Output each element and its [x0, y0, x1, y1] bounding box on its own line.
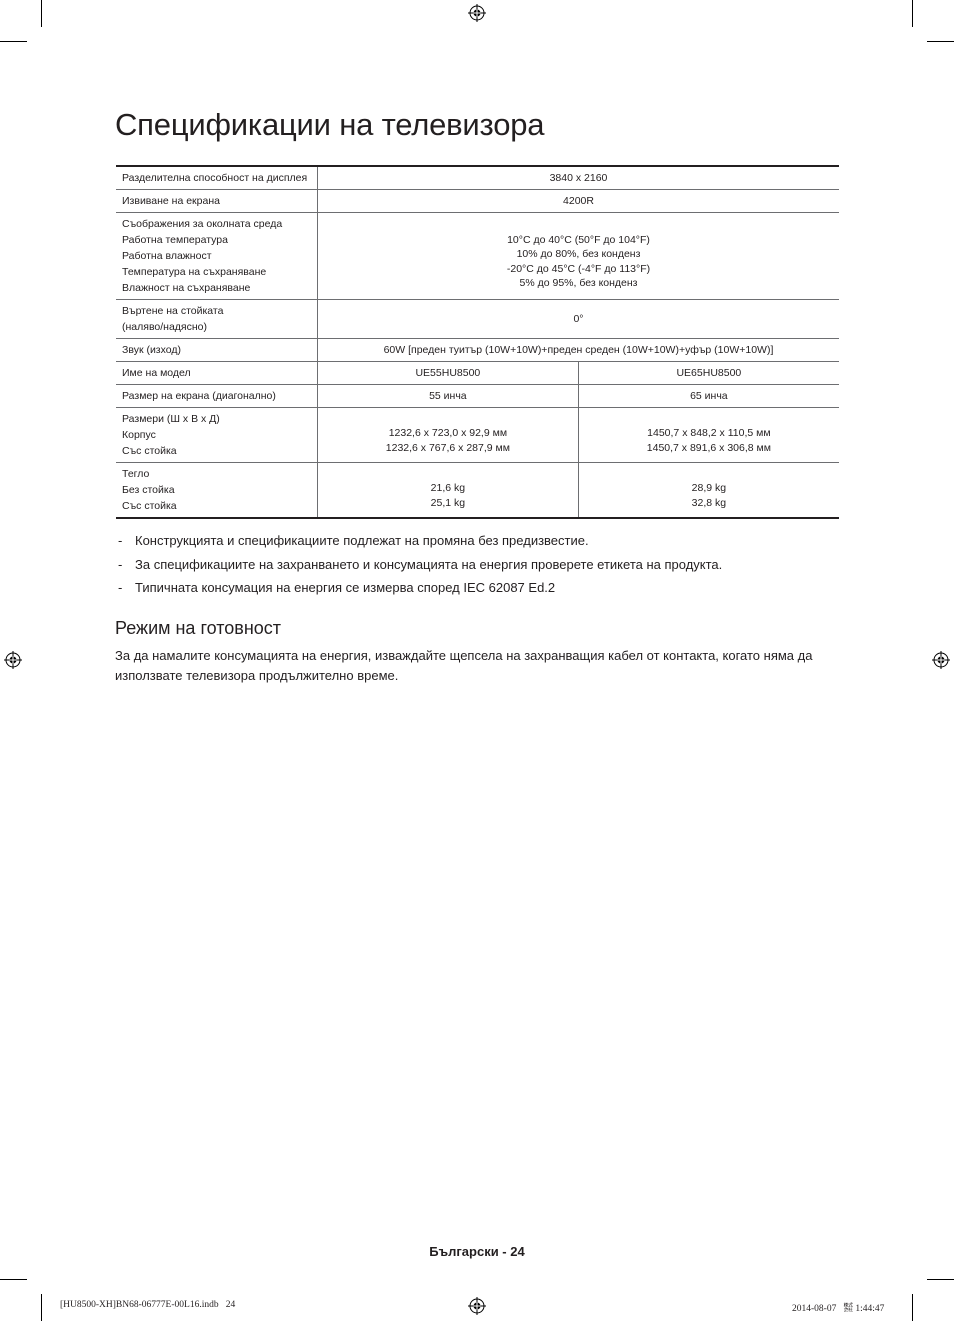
- note-text: За спецификациите на захранването и консумацията на енергия проверете етикета на продукта.: [135, 556, 723, 572]
- spec-label-line: Корпус: [122, 429, 156, 441]
- spec-label: [116, 385, 318, 408]
- note-text: Типичната консумация на енергия се измерва според IEC 62087 Ed.2: [135, 580, 556, 595]
- spec-value-line: -20°C до 45°C (-4°F до 113°F): [506, 262, 651, 275]
- spec-value: [318, 463, 579, 519]
- table-row: [116, 213, 839, 300]
- registration-mark-icon: [468, 4, 486, 22]
- spec-value-line: 1232,6 x 767,6 x 287,9 мм: [385, 441, 510, 454]
- spec-label-line: Без стойка: [122, 484, 175, 496]
- note-marker: -: [118, 556, 123, 572]
- crop-mark: [927, 1279, 954, 1280]
- spec-label-line: Размер на екрана (диагонално): [122, 390, 276, 402]
- spec-value-line: 1450,7 x 848,2 x 110,5 мм: [647, 427, 771, 439]
- note-item: [116, 554, 722, 578]
- table-row: [116, 190, 839, 213]
- spec-value-line: 28,9 kg: [691, 482, 727, 494]
- table-row: [116, 463, 839, 519]
- spec-label: [116, 190, 318, 213]
- crop-mark: [0, 1279, 27, 1280]
- note-item: [116, 530, 722, 554]
- spec-value-line: 1450,7 x 891,6 x 306,8 мм: [646, 441, 771, 454]
- spec-table: [116, 165, 839, 519]
- crop-mark: [927, 41, 954, 42]
- spec-label-line: Размери (Ш x В x Д): [122, 413, 220, 425]
- spec-label-line: Разделителна способност на дисплея: [122, 172, 308, 184]
- crop-mark: [912, 1294, 913, 1321]
- note-marker: -: [118, 580, 123, 595]
- spec-table-body: [116, 166, 839, 518]
- spec-value-line: UE55HU8500: [415, 367, 481, 379]
- spec-label-line: Работна температура: [122, 234, 228, 246]
- spec-label-line: Със стойка: [122, 445, 177, 457]
- crop-mark: [41, 0, 42, 27]
- spec-value-line: 5% до 95%, без конденз: [519, 277, 638, 289]
- spec-label: [116, 166, 318, 190]
- standby-text: За да намалите консумацията на енергия, изваждайте щепсела на захранващия кабел от контакта, когато няма да използвате телевизора продължително време.: [115, 648, 813, 683]
- spec-label: [116, 362, 318, 385]
- table-row: [116, 166, 839, 190]
- spec-value-line: 10% до 80%, без конденз: [516, 248, 641, 260]
- spec-value: [318, 385, 579, 408]
- note-item: [116, 577, 722, 601]
- spec-label: [116, 339, 318, 362]
- spec-value-line: 25,1 kg: [430, 496, 466, 509]
- spec-value-line: 10°C до 40°C (50°F до 104°F): [507, 233, 650, 246]
- spec-value-line: 55 инча: [429, 390, 467, 402]
- spec-value: [578, 408, 839, 463]
- spec-label-line: Име на модел: [122, 367, 191, 379]
- spec-value-line: 21,6 kg: [430, 482, 466, 494]
- spec-label-line: (наляво/надясно): [122, 321, 207, 333]
- spec-value-line: 60W [преден туитър (10W+10W)+преден среден (10W+10W)+уфър (10W+10W)]: [383, 344, 774, 356]
- spec-label-line: Тегло: [122, 468, 150, 480]
- spec-value: [318, 339, 840, 362]
- spec-value-line: 0°: [573, 313, 584, 325]
- spec-label-line: Влажност на съхраняване: [122, 282, 251, 294]
- registration-mark-icon: [932, 651, 950, 669]
- spec-value-line: 1232,6 x 723,0 x 92,9 мм: [388, 427, 508, 439]
- spec-label-line: Извиване на екрана: [122, 195, 220, 207]
- spec-value: [578, 385, 839, 408]
- registration-mark-icon: [4, 651, 22, 669]
- spec-value: [578, 463, 839, 519]
- crop-mark: [912, 0, 913, 27]
- spec-value: [318, 362, 579, 385]
- note-marker: -: [118, 533, 123, 548]
- spec-label: [116, 213, 318, 300]
- spec-value: [318, 166, 840, 190]
- spec-value-line: 4200R: [563, 195, 594, 207]
- page-number: Български - 24: [429, 1244, 525, 1259]
- table-row: [116, 408, 839, 463]
- spec-value-line: 65 инча: [690, 390, 728, 402]
- registration-mark-icon: [468, 1297, 486, 1315]
- table-row: [116, 385, 839, 408]
- footer-timestamp: 2014-08-07 ㍿ 1:44:47: [792, 1304, 885, 1314]
- spec-label-line: Звук (изход): [122, 344, 181, 356]
- table-row: [116, 300, 839, 339]
- spec-label: [116, 408, 318, 463]
- spec-label-line: Температура на съхраняване: [122, 266, 267, 278]
- spec-label-line: Работна влажност: [122, 250, 212, 262]
- spec-label-line: Съображения за околната среда: [122, 218, 283, 230]
- standby-title: Режим на готовност: [115, 618, 282, 638]
- crop-mark: [41, 1294, 42, 1321]
- spec-label-line: Въртене на стойката: [122, 305, 224, 317]
- spec-label: [116, 463, 318, 519]
- spec-value-line: 32,8 kg: [691, 496, 727, 509]
- spec-label: [116, 300, 318, 339]
- table-row: [116, 362, 839, 385]
- footer-file: [HU8500-XH]BN68-06777E-00L16.indb 24: [60, 1300, 236, 1310]
- spec-value: [318, 408, 579, 463]
- table-row: [116, 339, 839, 362]
- notes-list: [116, 530, 722, 601]
- spec-label-line: Със стойка: [122, 500, 177, 512]
- spec-value: [318, 213, 840, 300]
- page-title: Спецификации на телевизора: [115, 107, 545, 142]
- spec-value: [578, 362, 839, 385]
- spec-value: [318, 300, 840, 339]
- crop-mark: [0, 41, 27, 42]
- note-text: Конструкцията и спецификациите подлежат на промяна без предизвестие.: [135, 533, 589, 548]
- spec-value: [318, 190, 840, 213]
- spec-value-line: 3840 x 2160: [549, 172, 608, 184]
- spec-value-line: UE65HU8500: [676, 367, 742, 379]
